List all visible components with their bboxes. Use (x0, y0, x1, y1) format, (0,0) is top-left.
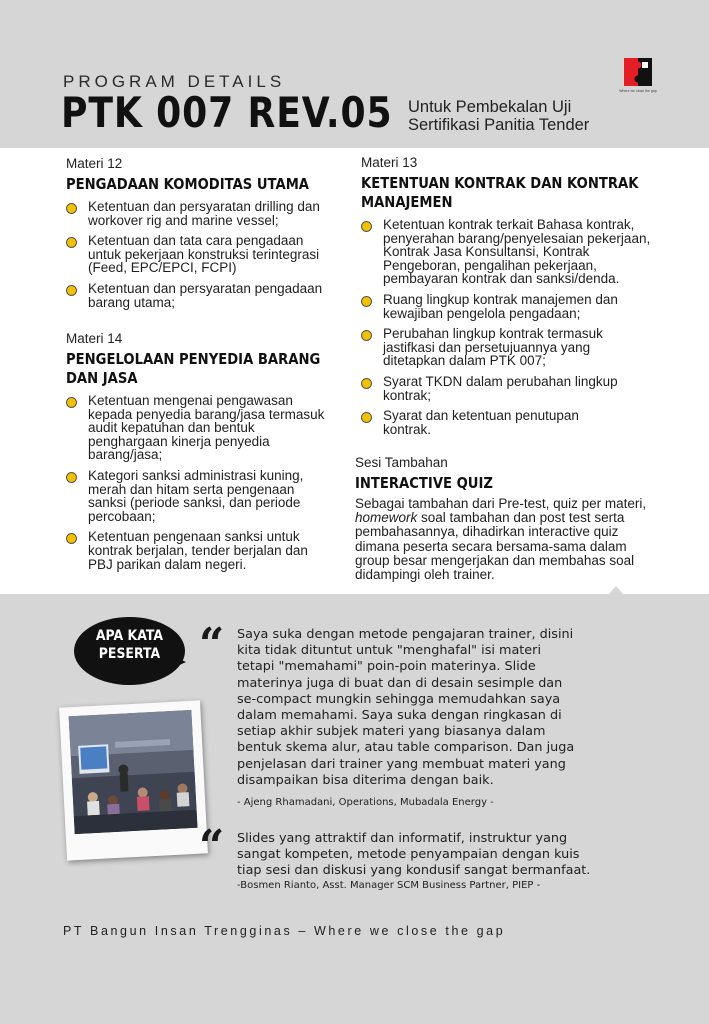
quote-line: setiap akhir subjek materi yang biasanya dalam (237, 724, 546, 740)
sesi-description (355, 497, 675, 582)
quote-line: kita tidak dituntut untuk "menghafal" isi materi (237, 643, 541, 659)
list-item (361, 409, 671, 436)
list-item-line: untuk pekerjaan konstruksi terintegrasi (88, 246, 320, 262)
list-item-line: Syarat dan ketentuan penutupan (383, 408, 579, 424)
list-item-line: workover rig and marine vessel; (88, 212, 279, 228)
materi-label: Materi 12 (66, 156, 123, 171)
classroom-photo-icon (69, 710, 198, 834)
sesi-emphasis: homework (355, 510, 418, 526)
list-item (66, 282, 351, 309)
bullet-dot-icon (361, 296, 372, 307)
logo-caption: Where we close the gap (619, 89, 657, 93)
quote-icon: “ (199, 821, 225, 872)
materi-12-list (66, 200, 351, 309)
list-item-line: barang/jasa; (88, 447, 163, 463)
subtitle-line: Untuk Pembekalan Uji (408, 98, 572, 116)
quote-icon: “ (199, 619, 225, 670)
program-title: PTK 007 REV.05 (61, 88, 393, 137)
list-item-line: Syarat TKDN dalam perubahan lingkup (383, 373, 618, 389)
materi-12-section (66, 156, 351, 316)
materi-title-line: PENGELOLAAN PENYEDIA BARANG (66, 350, 321, 368)
bullet-dot-icon (66, 203, 77, 214)
list-item-line: Kontrak Jasa Konsultansi, Kontrak (383, 244, 590, 260)
materi-label: Materi 13 (361, 155, 418, 170)
list-item-line: penghargaan kinerja penyedia (88, 433, 270, 449)
materi-title-line: MANAJEMEN (361, 193, 453, 211)
bullet-dot-icon (66, 285, 77, 296)
list-item (361, 327, 671, 368)
list-item-line: kewajiban pengelola pengadaan; (383, 305, 581, 321)
list-item (66, 234, 351, 275)
list-item-line: Pengeboran, pengalihan pekerjaan, (383, 257, 597, 273)
materi-14-list (66, 394, 351, 571)
list-item-line: kepada penyedia barang/jasa termasuk (88, 406, 325, 422)
testimonial-quote-1 (237, 627, 617, 789)
list-item-line: Perubahan lingkup kontrak termasuk (383, 326, 603, 342)
sesi-line-rest: soal tambahan dan post test serta (417, 510, 625, 526)
materi-title-line: KETENTUAN KONTRAK DAN KONTRAK (361, 174, 639, 192)
list-item-line: kontrak; (383, 387, 432, 403)
quote-line: penjelasan dari trainer yang membuat materi yang (237, 756, 566, 772)
list-item-line: kontrak. (383, 421, 432, 437)
list-item-line: Ketentuan dan persyaratan pengadaan (88, 280, 323, 296)
bullet-dot-icon (66, 472, 77, 483)
materi-14-section (66, 331, 351, 578)
materi-13-list (361, 218, 671, 436)
testimonial-quote-2 (237, 831, 617, 880)
list-item-line: Ketentuan kontrak terkait Bahasa kontrak, (383, 217, 635, 232)
sesi-tambahan-section (355, 455, 675, 582)
sesi-rest-lines (355, 525, 675, 582)
quote-line: dalam memahami. Saya suka dengan ringkasan di (237, 708, 562, 724)
list-item-line: jastifkasi dan persetujuannya yang (383, 339, 591, 355)
list-item-line: audit kepatuhan dan bentuk (88, 420, 255, 436)
program-subtitle (408, 98, 668, 134)
list-item-line: Ruang lingkup kontrak manajemen dan (383, 291, 618, 307)
list-item-line: penyerahan barang/penyelesaian pekerjaan, (383, 230, 651, 246)
quote-line: Slides yang attraktif dan informatif, instruktur yang (237, 831, 568, 846)
sesi-line: didampingi oleh trainer. (355, 567, 495, 583)
list-item (361, 218, 671, 286)
list-item-line: barang utama; (88, 294, 176, 310)
bullet-dot-icon (66, 237, 77, 248)
quote-line: bentuk skema alur, atau table comparison. Dan juga (237, 740, 575, 756)
bullet-dot-icon (66, 397, 77, 408)
list-item (66, 469, 351, 523)
quote-line: disampaikan bisa diterima dengan baik. (237, 772, 494, 788)
list-item-line: percobaan; (88, 508, 156, 524)
list-item-line: (Feed, EPC/EPCI, FCPI) (88, 260, 237, 276)
list-item-line: Ketentuan dan tata cara pengadaan (88, 233, 304, 249)
materi-title (361, 174, 639, 212)
sesi-title: INTERACTIVE QUIZ (355, 474, 493, 492)
list-item-line: pembayaran kontrak dan sanksi/denda. (383, 271, 620, 287)
quote-line: se-compact mungkin sehingga memudahkan saya (237, 691, 561, 707)
sesi-line (355, 511, 675, 525)
list-item (361, 293, 671, 320)
sesi-line: Sebagai tambahan dari Pre-test, quiz per materi, (355, 496, 647, 511)
sesi-line: pembahasannya, dihadirkan interactive quiz (355, 524, 619, 540)
testimonial-attribution-2: -Bosmen Rianto, Asst. Manager SCM Business Partner, PIEP - (237, 880, 541, 891)
list-item (66, 530, 351, 571)
materi-13-section (361, 155, 671, 443)
list-item-line: Ketentuan pengenaan sanksi untuk (88, 529, 300, 545)
sesi-line: group besar mengerjakan dan membahas soal (355, 552, 635, 568)
materi-title (66, 350, 321, 388)
bullet-dot-icon (361, 330, 372, 341)
quote-line: tetapi "memahami" poin-poin materinya. Slide (237, 659, 536, 675)
bullet-dot-icon (361, 221, 372, 232)
bullet-dot-icon (361, 412, 372, 423)
quote-line: materinya juga di buat dan di desain sesimple dan (237, 675, 563, 691)
quote-line: Saya suka dengan metode pengajaran trainer, disini (237, 627, 574, 642)
list-item-line: Ketentuan dan persyaratan drilling dan (88, 199, 320, 214)
materi-title: PENGADAAN KOMODITAS UTAMA (66, 175, 310, 193)
sesi-line: dimana peserta secara bersama-sama dalam (355, 538, 627, 554)
footer-tagline: PT Bangun Insan Trengginas – Where we close the gap (63, 924, 506, 938)
list-item-line: PBJ parikan dalam negeri. (88, 556, 247, 572)
puzzle-logo-icon (622, 56, 654, 88)
list-item (66, 394, 351, 462)
list-item (66, 200, 351, 227)
program-kicker: PROGRAM DETAILS (63, 72, 286, 91)
list-item (361, 375, 671, 402)
list-item-line: sanksi (periode sanksi, dan periode (88, 495, 301, 511)
testimonial-attribution-1: - Ajeng Rhamadani, Operations, Mubadala Energy - (237, 797, 494, 808)
sesi-label: Sesi Tambahan (355, 455, 448, 470)
list-item-line: kontrak berjalan, tender berjalan dan (88, 542, 308, 558)
materi-title-line: DAN JASA (66, 369, 138, 387)
subtitle-line: Sertifikasi Panitia Tender (408, 116, 590, 134)
quote-line: sangat kompeten, metode penyampaian dengan kuis (237, 847, 580, 863)
badge-line: PESERTA (98, 646, 161, 662)
list-item-line: ditetapkan dalam PTK 007; (383, 353, 546, 369)
bullet-dot-icon (361, 378, 372, 389)
band-notch (608, 586, 624, 595)
list-item-line: merah dan hitam serta pengenaan (88, 481, 295, 497)
badge-text (82, 627, 177, 663)
quote-line: tiap sesi dan diskusi yang kondusif sangat bermanfaat. (237, 863, 591, 879)
bullet-dot-icon (66, 533, 77, 544)
list-item-line: Kategori sanksi administrasi kuning, (88, 467, 304, 483)
training-photo (59, 700, 208, 860)
badge-line: APA KATA (95, 628, 164, 644)
list-item-line: Ketentuan mengenai pengawasan (88, 393, 293, 408)
materi-label: Materi 14 (66, 331, 123, 346)
